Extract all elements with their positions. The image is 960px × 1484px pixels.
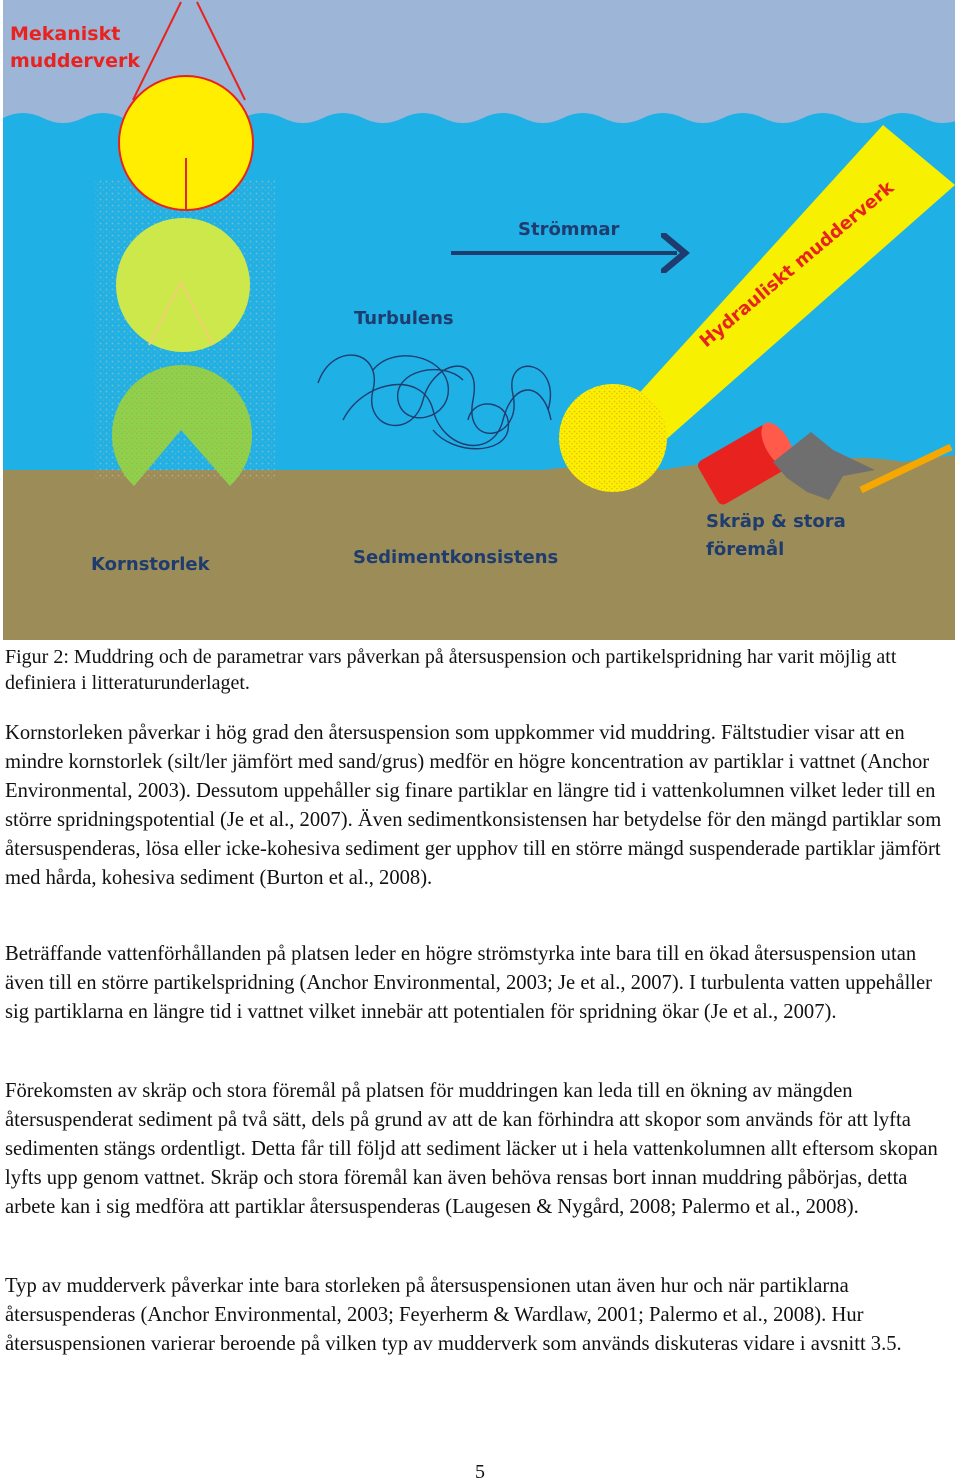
label-kornstorlek: Kornstorlek (91, 554, 210, 575)
dredging-figure (3, 0, 955, 640)
label-hydrauliskt: Hydrauliskt mudderverk (695, 177, 899, 352)
label-turbulens: Turbulens (354, 308, 454, 329)
label-sedimentkonsistens: Sedimentkonsistens (353, 547, 559, 568)
page-number: 5 (475, 1461, 485, 1483)
label-mekaniskt-line2: mudderverk (10, 50, 141, 72)
label-skrap-line2: föremål (706, 539, 785, 560)
label-strommar: Strömmar (518, 219, 620, 240)
paragraph-water-conditions: Beträffande vattenförhållanden på platsen leder en högre strömstyrka inte bara till en ökad återsuspension utan även till en större partikelspridning (Anchor Environmental, 2003; Je et al., 2007). I turbulenta vatten uppehåller sig partiklarna en längre tid i vattnet vilket innebär att potentialen för spridning ökar (Je et al., 2007). (5, 943, 933, 1023)
figure-caption: Figur 2: Muddring och de parametrar vars påverkan på återsuspension och partikelspridning har varit möjlig att definiera i litteraturunderlaget. (5, 646, 897, 694)
paragraph-dredger-type: Typ av mudderverk påverkar inte bara storleken på återsuspensionen utan även hur och när partiklarna återsuspenderas (Anchor Environmental, 2003; Feyerherm & Wardlaw, 2001; Palermo et al., 2008). Hur återsuspensionen varierar beroende på vilken typ av mudderverk som används diskuteras vidare i avsnitt 3.5. (5, 1275, 902, 1355)
paragraph-grain-size: Kornstorleken påverkar i hög grad den återsuspension som uppkommer vid muddring. Fältstudier visar att en mindre kornstorlek (silt/ler jämfört med sand/grus) medför en högre koncentration av partiklar i vattnet (Anchor Environmental, 2003). Dessutom uppehåller sig finare partiklar en längre tid i vattenkolumnen vilket leder till en större spridningspotential (Je et al., 2007). Även sedimentkonsistensen har betydelse för den mängd partiklar som återsuspenderas, lösa eller icke-kohesiva sediment ger upphov till en större mängd suspenderade partiklar jämfört med hårda, kohesiva sediment (Burton et al., 2008). (5, 722, 942, 889)
hydraulic-suction-dots (559, 384, 667, 492)
paragraph-debris: Förekomsten av skräp och stora föremål på platsen för muddringen kan leda till en ökning av mängden återsuspenderat sediment på två sätt, dels på grund av att de kan förhindra att skopor som används för att lyfta sedimenten stängs ordentligt. Detta får till följd att sediment läcker ut i hela vattenkolumnen allt eftersom skopan lyfts upp genom vattnet. Skräp och stora föremål kan även behöva rensas bort innan muddring påbörjas, detta arbete kan i sig medföra att partiklar återsuspenderas (Laugesen & Nygård, 2008; Palermo et al., 2008). (5, 1080, 938, 1218)
label-skrap-line1: Skräp & stora (706, 511, 846, 532)
dredging-illustration (3, 0, 955, 640)
label-mekaniskt-line1: Mekaniskt (10, 23, 121, 45)
